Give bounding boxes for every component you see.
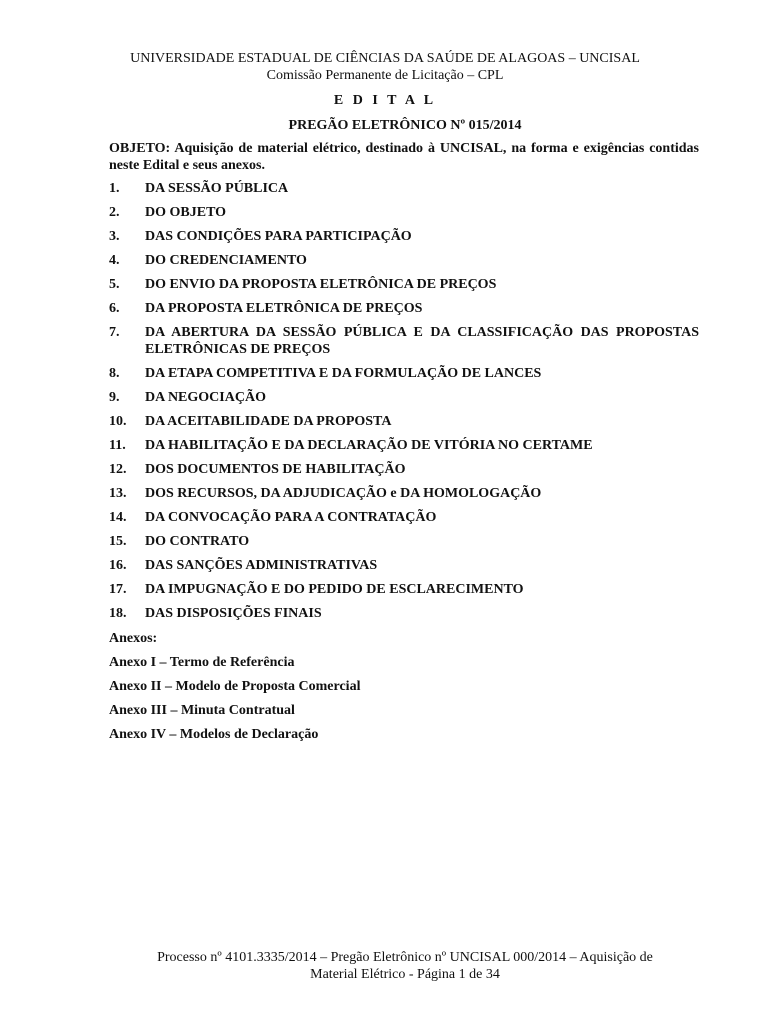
- section-label: DA IMPUGNAÇÃO E DO PEDIDO DE ESCLARECIMENTO: [145, 582, 524, 597]
- section-label: DA ETAPA COMPETITIVA E DA FORMULAÇÃO DE LANCES: [145, 366, 542, 381]
- section-item: [109, 461, 699, 478]
- section-item: [109, 252, 699, 269]
- section-label: DAS DISPOSIÇÕES FINAIS: [145, 606, 322, 621]
- section-item: [109, 413, 699, 430]
- section-item: [109, 389, 699, 406]
- section-label: DOS RECURSOS, DA ADJUDICAÇÃO e DA HOMOLOGAÇÃO: [145, 486, 542, 501]
- section-number: 3.: [109, 229, 120, 244]
- section-item: [109, 605, 699, 622]
- section-label: DOS DOCUMENTOS DE HABILITAÇÃO: [145, 462, 406, 477]
- section-number: 5.: [109, 277, 120, 292]
- section-number: 9.: [109, 390, 120, 405]
- annex-item: Anexo II – Modelo de Proposta Comercial: [109, 679, 361, 694]
- section-label: DA ACEITABILIDADE DA PROPOSTA: [145, 414, 392, 429]
- institution-name: UNIVERSIDADE ESTADUAL DE CIÊNCIAS DA SAÚDE DE ALAGOAS – UNCISAL: [130, 51, 640, 66]
- section-item: [109, 276, 699, 293]
- section-number: 17.: [109, 582, 127, 597]
- commission-name: Comissão Permanente de Licitação – CPL: [266, 68, 504, 83]
- objeto-paragraph: [109, 140, 699, 174]
- section-item: [109, 533, 699, 550]
- section-number: 11.: [109, 438, 126, 453]
- section-label: DA HABILITAÇÃO E DA DECLARAÇÃO DE VITÓRIA NO CERTAME: [145, 438, 593, 453]
- section-number: 8.: [109, 366, 120, 381]
- section-item: [109, 204, 699, 221]
- section-label: DO ENVIO DA PROPOSTA ELETRÔNICA DE PREÇOS: [145, 277, 497, 292]
- section-label: DO OBJETO: [145, 205, 227, 220]
- section-number: 13.: [109, 486, 127, 501]
- section-item: [109, 557, 699, 574]
- section-label: DA PROPOSTA ELETRÔNICA DE PREÇOS: [145, 301, 423, 316]
- section-label: DO CONTRATO: [145, 534, 250, 549]
- footer-line-2: Material Elétrico - Página 1 de 34: [310, 967, 500, 982]
- section-label: DAS CONDIÇÕES PARA PARTICIPAÇÃO: [145, 229, 412, 244]
- page-footer: [0, 949, 770, 983]
- section-item: [109, 324, 699, 358]
- section-label: DO CREDENCIAMENTO: [145, 253, 307, 268]
- section-number: 6.: [109, 301, 120, 316]
- section-label: DA CONVOCAÇÃO PARA A CONTRATAÇÃO: [145, 510, 437, 525]
- section-item: [109, 180, 699, 197]
- section-item: [109, 509, 699, 526]
- section-number: 16.: [109, 558, 127, 573]
- section-item: [109, 228, 699, 245]
- section-item: [109, 437, 699, 454]
- annexes-heading: Anexos:: [109, 631, 158, 646]
- document-subtitle: PREGÃO ELETRÔNICO Nº 015/2014: [288, 118, 522, 133]
- section-item: [109, 485, 699, 502]
- sections-list: [109, 180, 699, 629]
- section-label: DAS SANÇÕES ADMINISTRATIVAS: [145, 558, 378, 573]
- section-number: 4.: [109, 253, 120, 268]
- footer-line-1: Processo nº 4101.3335/2014 – Pregão Eletrônico nº UNCISAL 000/2014 – Aquisição de: [157, 950, 653, 965]
- objeto-text: Aquisição de material elétrico, destinado à UNCISAL, na forma e exigências contidas neste Edital e seus anexos.: [109, 141, 699, 173]
- annex-item: Anexo I – Termo de Referência: [109, 655, 295, 670]
- section-number: 15.: [109, 534, 127, 549]
- section-label: DA SESSÃO PÚBLICA: [145, 181, 289, 196]
- section-number: 1.: [109, 181, 120, 196]
- annexes-block: [109, 630, 699, 750]
- section-label: DA NEGOCIAÇÃO: [145, 390, 266, 405]
- section-number: 14.: [109, 510, 127, 525]
- section-label: DA ABERTURA DA SESSÃO PÚBLICA E DA CLASSIFICAÇÃO DAS PROPOSTAS ELETRÔNICAS DE PREÇOS: [145, 325, 699, 357]
- document-title: E D I T A L: [333, 93, 437, 108]
- section-item: [109, 581, 699, 598]
- section-number: 2.: [109, 205, 120, 220]
- document-header: [0, 50, 770, 84]
- annex-item: Anexo IV – Modelos de Declaração: [109, 727, 319, 742]
- section-number: 12.: [109, 462, 127, 477]
- objeto-label: OBJETO:: [109, 141, 171, 156]
- section-number: 18.: [109, 606, 127, 621]
- section-number: 10.: [109, 414, 127, 429]
- section-item: [109, 300, 699, 317]
- annex-item: Anexo III – Minuta Contratual: [109, 703, 295, 718]
- section-number: 7.: [109, 325, 120, 340]
- section-item: [109, 365, 699, 382]
